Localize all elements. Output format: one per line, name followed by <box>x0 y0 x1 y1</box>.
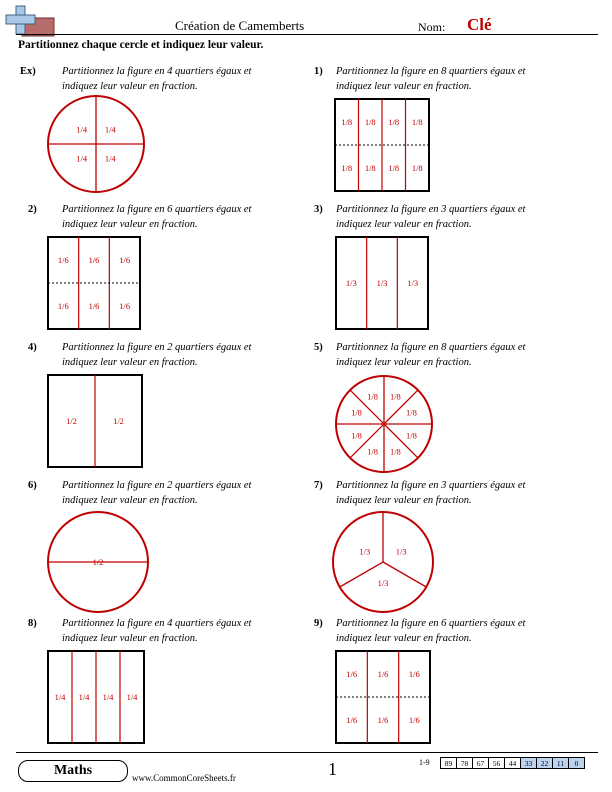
instructions: Partitionnez chaque cercle et indiquez leur valeur. <box>18 39 264 51</box>
fraction-label: 1/3 <box>377 578 389 588</box>
fraction-label: 1/6 <box>119 301 131 311</box>
name-label: Nom: <box>418 20 446 34</box>
fraction-label: 1/8 <box>367 446 379 457</box>
fraction-label: 1/4 <box>76 124 88 135</box>
fraction-label: 1/8 <box>411 163 423 173</box>
problem-text: Partitionnez la figure en 3 quartiers égaux et indiquez leur valeur en fraction. <box>336 480 526 506</box>
fraction-label: 1/8 <box>341 117 353 127</box>
logo-plus-icon <box>4 4 56 38</box>
problem-number: 2) <box>28 204 37 215</box>
fraction-label: 1/8 <box>406 430 417 441</box>
problem-number: 1) <box>314 66 323 77</box>
figure-9-rectangle <box>335 650 431 744</box>
problem-number: 9) <box>314 618 323 629</box>
score-table <box>440 757 585 769</box>
score-cell: 67 <box>473 758 489 769</box>
figure-7-circle <box>331 510 435 614</box>
score-cell: 33 <box>521 758 537 769</box>
score-cell: 56 <box>489 758 505 769</box>
problem-text: Partitionnez la figure en 2 quartiers égaux et indiquez leur valeur en fraction. <box>62 342 252 368</box>
footer-rule <box>16 752 598 753</box>
site-url[interactable]: www.CommonCoreSheets.fr <box>132 773 236 783</box>
fraction-label: 1/3 <box>407 278 419 288</box>
fraction-label: 1/4 <box>126 692 138 702</box>
figure-2-rectangle <box>47 236 141 330</box>
rectangle-outline <box>336 651 430 743</box>
fraction-label: 1/4 <box>104 153 116 164</box>
header-rule <box>16 34 598 35</box>
problem-text: Partitionnez la figure en 8 quartiers égaux et indiquez leur valeur en fraction. <box>336 342 526 368</box>
partition-line <box>383 562 426 587</box>
problem-number: 7) <box>314 480 323 491</box>
score-range: 1-9 <box>419 758 430 767</box>
problem-text: Partitionnez la figure en 8 quartiers égaux et indiquez leur valeur en fraction. <box>336 66 526 92</box>
fraction-label: 1/6 <box>88 255 100 265</box>
fraction-label: 1/2 <box>92 557 104 567</box>
fraction-label: 1/8 <box>364 163 376 173</box>
name-value: Clé <box>467 15 492 34</box>
fraction-label: 1/6 <box>57 255 69 265</box>
problem-text: Partitionnez la figure en 3 quartiers égaux et indiquez leur valeur en fraction. <box>336 204 526 230</box>
fraction-label: 1/2 <box>113 416 124 426</box>
fraction-label: 1/6 <box>408 669 420 679</box>
fraction-label: 1/6 <box>88 301 100 311</box>
problem-number: 8) <box>28 618 37 629</box>
fraction-label: 1/8 <box>389 446 401 457</box>
problem-text: Partitionnez la figure en 6 quartiers égaux et indiquez leur valeur en fraction. <box>62 204 252 230</box>
fraction-label: 1/4 <box>76 153 88 164</box>
figure-6-circle <box>44 510 152 614</box>
problem-number: 6) <box>28 480 37 491</box>
problem-number: Ex) <box>20 66 36 77</box>
fraction-label: 1/8 <box>406 407 417 418</box>
problem-number: 4) <box>28 342 37 353</box>
score-cell: 78 <box>457 758 473 769</box>
fraction-label: 1/8 <box>351 407 362 418</box>
fraction-label: 1/6 <box>377 715 389 725</box>
problem-text: Partitionnez la figure en 4 quartiers égaux et indiquez leur valeur en fraction. <box>62 66 252 92</box>
fraction-label: 1/8 <box>388 163 400 173</box>
fraction-label: 1/8 <box>351 430 362 441</box>
fraction-label: 1/4 <box>102 692 114 702</box>
problem-text: Partitionnez la figure en 4 quartiers égaux et indiquez leur valeur en fraction. <box>62 618 252 644</box>
fraction-label: 1/6 <box>119 255 131 265</box>
figure-example-circle <box>42 94 150 194</box>
page-title: Création de Camemberts <box>175 18 305 33</box>
page-number: 1 <box>328 759 337 779</box>
fraction-label: 1/8 <box>411 117 423 127</box>
score-cell: 22 <box>537 758 553 769</box>
fraction-label: 1/2 <box>66 416 77 426</box>
score-cell: 11 <box>553 758 569 769</box>
figure-4-rectangle <box>47 374 143 468</box>
fraction-label: 1/6 <box>408 715 420 725</box>
fraction-label: 1/3 <box>345 278 357 288</box>
figure-3-rectangle <box>335 236 429 330</box>
problem-number: 3) <box>314 204 323 215</box>
fraction-label: 1/3 <box>395 546 407 557</box>
figure-1-rectangle <box>334 98 430 192</box>
fraction-label: 1/6 <box>377 669 389 679</box>
fraction-label: 1/8 <box>389 391 401 402</box>
fraction-label: 1/3 <box>359 546 371 557</box>
problem-text: Partitionnez la figure en 2 quartiers égaux et indiquez leur valeur en fraction. <box>62 480 252 506</box>
figure-8-rectangle <box>47 650 145 744</box>
problem-text: Partitionnez la figure en 6 quartiers égaux et indiquez leur valeur en fraction. <box>336 618 526 644</box>
fraction-label: 1/6 <box>57 301 69 311</box>
fraction-label: 1/4 <box>78 692 90 702</box>
score-cell: 0 <box>569 758 585 769</box>
score-cell: 89 <box>441 758 457 769</box>
problem-number: 5) <box>314 342 323 353</box>
fraction-label: 1/8 <box>367 391 379 402</box>
fraction-label: 1/6 <box>346 669 358 679</box>
score-cell: 44 <box>505 758 521 769</box>
figure-5-circle <box>334 374 434 474</box>
fraction-label: 1/4 <box>54 692 66 702</box>
partition-line <box>340 562 383 587</box>
fraction-label: 1/6 <box>346 715 358 725</box>
fraction-label: 1/4 <box>104 124 116 135</box>
fraction-label: 1/8 <box>388 117 400 127</box>
fraction-label: 1/8 <box>341 163 353 173</box>
brand-badge: Maths <box>18 760 128 782</box>
fraction-label: 1/8 <box>364 117 376 127</box>
fraction-label: 1/3 <box>376 278 388 288</box>
